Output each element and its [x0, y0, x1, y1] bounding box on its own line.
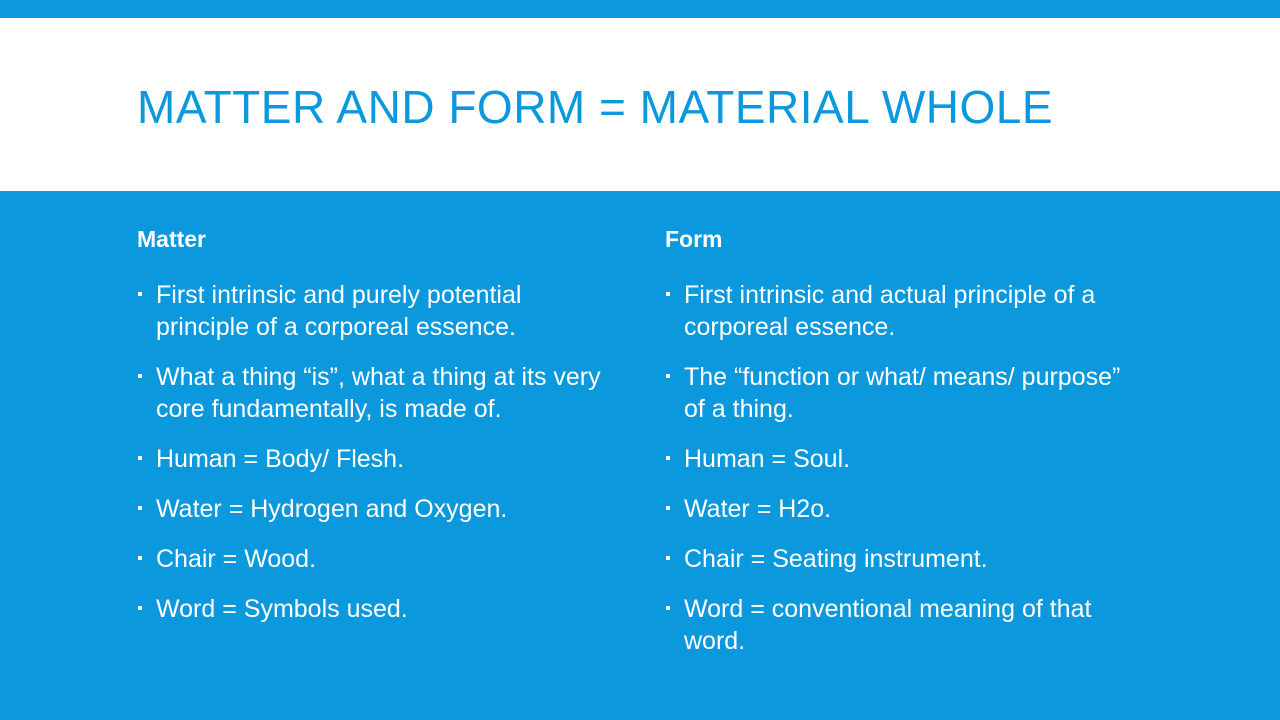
matter-column — [137, 225, 607, 643]
matter-heading: Matter — [137, 226, 207, 252]
matter-item-text: First intrinsic and purely potential principle of a corporeal essence. — [156, 281, 522, 341]
square-bullet-icon — [666, 374, 670, 378]
form-list-item — [665, 279, 1135, 343]
form-item-text: The “function or what/ means/ purpose” of a thing. — [684, 363, 1121, 423]
square-bullet-icon — [666, 606, 670, 610]
square-bullet-icon — [666, 292, 670, 296]
title-band — [0, 18, 1280, 191]
form-list-item — [665, 443, 1135, 475]
square-bullet-icon — [138, 606, 142, 610]
slide-title: MATTER AND FORM = MATERIAL WHOLE — [137, 81, 1054, 133]
square-bullet-icon — [138, 506, 142, 510]
matter-item-text: Water = Hydrogen and Oxygen. — [156, 495, 508, 523]
top-accent-bar — [0, 0, 1280, 18]
matter-item-text: Word = Symbols used. — [156, 595, 408, 623]
form-column — [665, 225, 1135, 675]
square-bullet-icon — [666, 456, 670, 460]
matter-list-item — [137, 493, 607, 525]
form-list-item — [665, 593, 1135, 657]
matter-list-item — [137, 279, 607, 343]
form-list-item — [665, 361, 1135, 425]
form-list-item — [665, 543, 1135, 575]
matter-list-item — [137, 443, 607, 475]
square-bullet-icon — [138, 556, 142, 560]
matter-item-text: What a thing “is”, what a thing at its very core fundamentally, is made of. — [156, 363, 601, 423]
form-item-text: First intrinsic and actual principle of a corporeal essence. — [684, 281, 1096, 341]
form-list-item — [665, 493, 1135, 525]
square-bullet-icon — [138, 456, 142, 460]
form-item-text: Word = conventional meaning of that word. — [684, 595, 1092, 655]
matter-item-text: Human = Body/ Flesh. — [156, 445, 405, 473]
square-bullet-icon — [666, 506, 670, 510]
square-bullet-icon — [138, 374, 142, 378]
matter-list-item — [137, 543, 607, 575]
matter-item-text: Chair = Wood. — [156, 545, 317, 573]
content-area — [0, 191, 1280, 720]
square-bullet-icon — [666, 556, 670, 560]
matter-list-item — [137, 593, 607, 625]
form-item-text: Water = H2o. — [684, 495, 832, 523]
form-item-text: Chair = Seating instrument. — [684, 545, 988, 573]
form-item-text: Human = Soul. — [684, 445, 851, 473]
square-bullet-icon — [138, 292, 142, 296]
form-heading: Form — [665, 226, 723, 252]
form-list — [665, 279, 1135, 657]
matter-list — [137, 279, 607, 625]
matter-list-item — [137, 361, 607, 425]
